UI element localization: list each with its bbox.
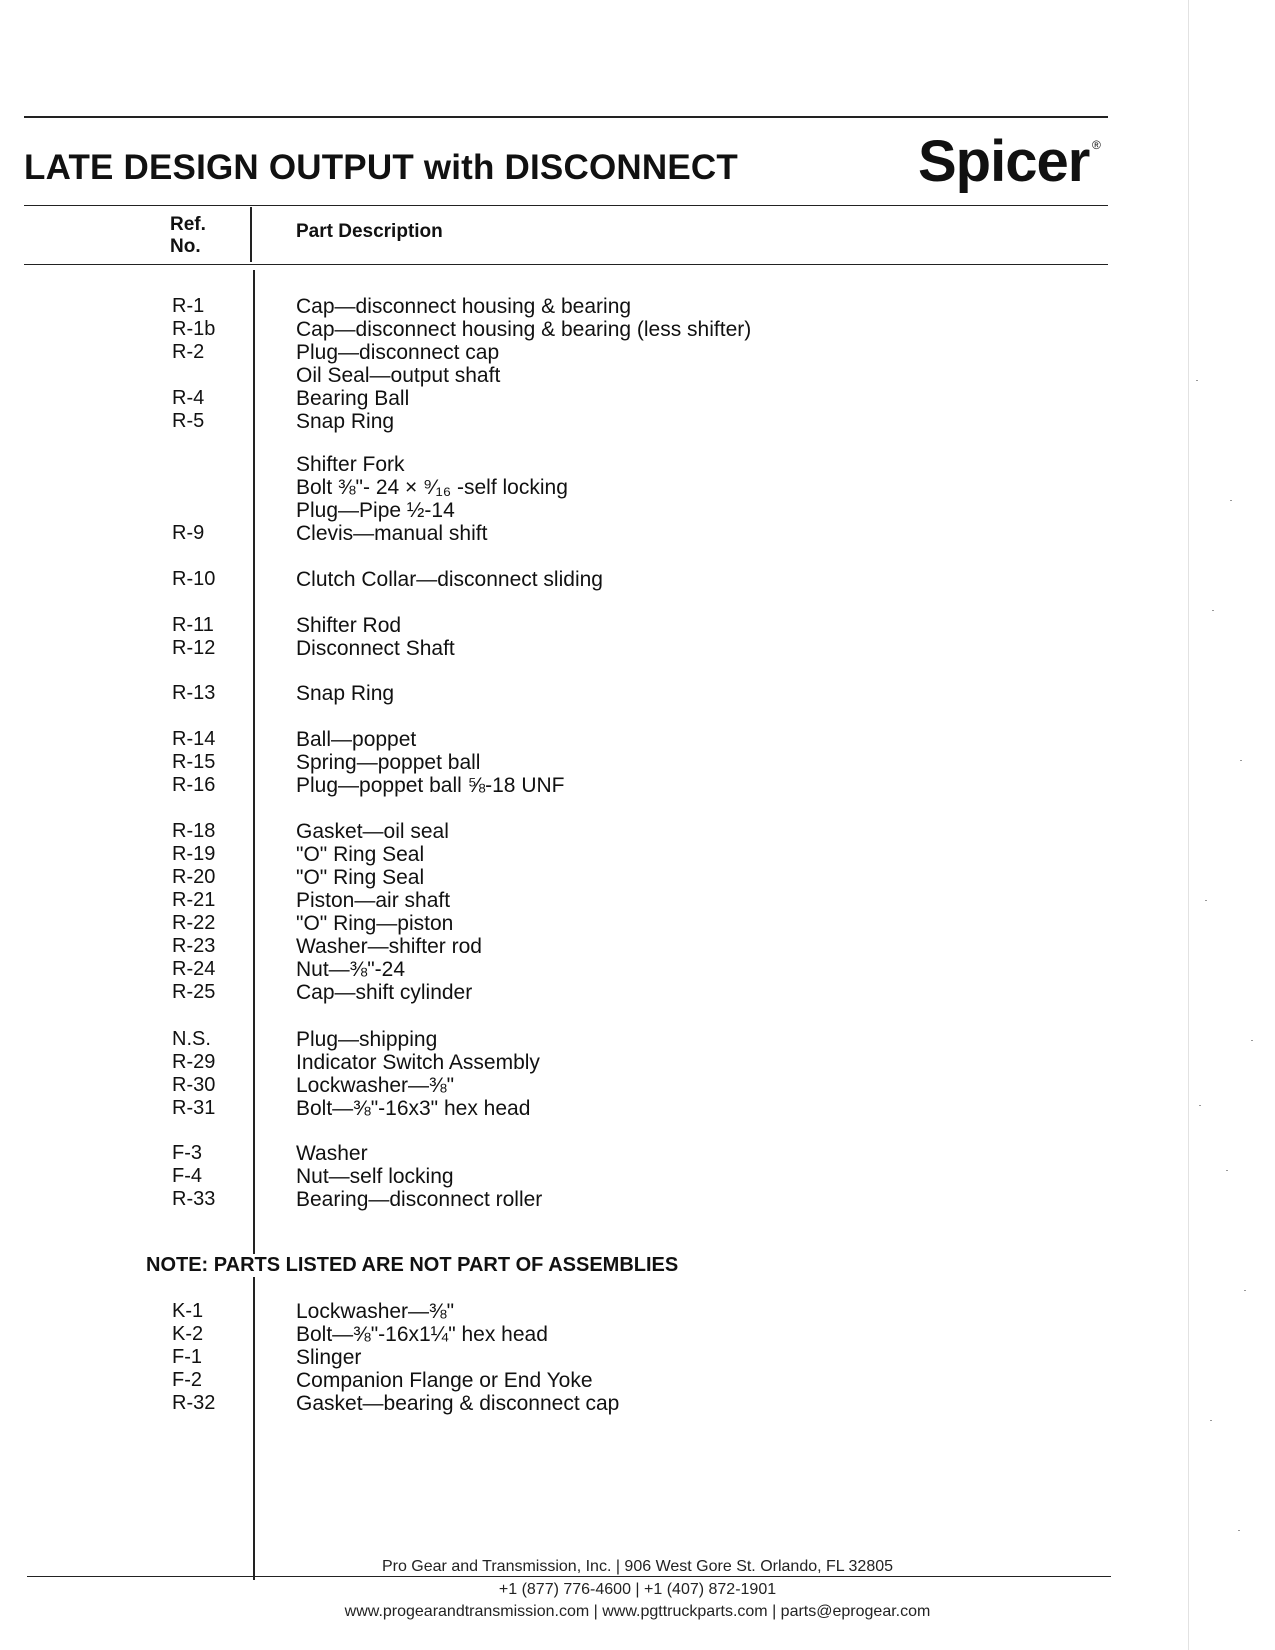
- table-row: [0, 866, 1100, 889]
- table-row: [0, 751, 1100, 774]
- scan-speck: [1244, 1290, 1246, 1291]
- ref-number: R-31: [172, 1097, 216, 1119]
- table-row: [0, 1188, 1100, 1211]
- table-row: [0, 568, 1100, 591]
- table-row: [0, 453, 1100, 476]
- ref-number: R-30: [172, 1074, 216, 1096]
- table-row: [0, 1300, 1100, 1323]
- table-row: [0, 1028, 1100, 1051]
- title-rule: [24, 205, 1108, 206]
- part-description: Bolt—⅜"-16x1¼" hex head: [296, 1323, 548, 1346]
- table-row: [0, 1074, 1100, 1097]
- table-row: [0, 843, 1100, 866]
- ref-number: R-24: [172, 958, 216, 980]
- part-description: Bearing Ball: [296, 387, 410, 410]
- table-row: [0, 820, 1100, 843]
- ref-number: R-11: [172, 614, 214, 636]
- table-row: [0, 1323, 1100, 1346]
- scan-speck: [1212, 610, 1214, 611]
- part-description: Cap—disconnect housing & bearing: [296, 295, 632, 318]
- footer-web: www.progearandtransmission.com | www.pgttruckparts.com | parts@eprogear.com: [344, 1603, 931, 1620]
- ref-header-line1: Ref.: [170, 214, 206, 235]
- table-row: [0, 522, 1100, 545]
- ref-number: R-13: [172, 682, 216, 704]
- table-row: [0, 912, 1100, 935]
- part-description: Washer: [296, 1142, 368, 1165]
- scan-speck: [1199, 1105, 1201, 1106]
- registered-mark: ®: [1092, 138, 1101, 152]
- scan-speck: [1196, 380, 1198, 381]
- part-description: Bolt ⅜"- 24 × ⁹⁄₁₆ -self locking: [296, 476, 568, 499]
- ref-number: F-1: [172, 1346, 202, 1368]
- part-description: "O" Ring Seal: [296, 843, 425, 866]
- ref-number: R-14: [172, 728, 216, 750]
- part-description: Nut—self locking: [296, 1165, 454, 1188]
- part-description: Gasket—oil seal: [296, 820, 449, 843]
- ref-number: R-15: [172, 751, 216, 773]
- footer-phones: +1 (877) 776-4600 | +1 (407) 872-1901: [498, 1581, 777, 1598]
- page-title: LATE DESIGN OUTPUT with DISCONNECT: [24, 148, 738, 187]
- ref-number: R-1: [172, 295, 205, 317]
- ref-number: R-32: [172, 1392, 216, 1414]
- table-row: [0, 1051, 1100, 1074]
- ref-number: F-4: [172, 1165, 202, 1187]
- table-row: [0, 341, 1100, 364]
- footer-rule: [27, 1576, 1111, 1577]
- part-description: Clutch Collar—disconnect sliding: [296, 568, 603, 591]
- ref-number: K-2: [172, 1323, 204, 1345]
- part-description: Washer—shifter rod: [296, 935, 482, 958]
- ref-no-header: [170, 214, 206, 258]
- table-row: [0, 1142, 1100, 1165]
- ref-number: R-9: [172, 522, 205, 544]
- ref-number: F-3: [172, 1142, 202, 1164]
- part-description: Lockwasher—⅜": [296, 1074, 455, 1097]
- note-text: NOTE: PARTS LISTED ARE NOT PART OF ASSEMBLIES: [146, 1254, 682, 1277]
- part-description: Nut—⅜"-24: [296, 958, 405, 981]
- part-description: Snap Ring: [296, 410, 395, 433]
- header-rule: [24, 264, 1108, 265]
- footer-address: Pro Gear and Transmission, Inc. | 906 West Gore St. Orlando, FL 32805: [381, 1558, 894, 1575]
- part-description: "O" Ring—piston: [296, 912, 454, 935]
- ref-number: K-1: [172, 1300, 204, 1322]
- spicer-logo: Spicer: [918, 129, 1090, 194]
- part-description: Oil Seal—output shaft: [296, 364, 501, 387]
- part-description: Clevis—manual shift: [296, 522, 488, 545]
- part-description: Plug—Pipe ½-14: [296, 499, 455, 522]
- ref-number: R-19: [172, 843, 216, 865]
- part-description: Shifter Fork: [296, 453, 405, 476]
- table-row: [0, 364, 1100, 387]
- part-description: "O" Ring Seal: [296, 866, 425, 889]
- ref-number: R-22: [172, 912, 216, 934]
- ref-number: R-23: [172, 935, 216, 957]
- table-row: [0, 774, 1100, 797]
- table-row: [0, 958, 1100, 981]
- part-description-header: Part Description: [296, 221, 443, 242]
- table-row: [0, 318, 1100, 341]
- ref-number: R-21: [172, 889, 216, 911]
- part-description: Gasket—bearing & disconnect cap: [296, 1392, 620, 1415]
- ref-number: R-10: [172, 568, 216, 590]
- table-row: [0, 1165, 1100, 1188]
- part-description: Plug—shipping: [296, 1028, 438, 1051]
- header-divider: [250, 207, 252, 262]
- table-row: [0, 981, 1100, 1004]
- scan-speck: [1205, 900, 1207, 901]
- part-description: Lockwasher—⅜": [296, 1300, 455, 1323]
- part-description: Cap—shift cylinder: [296, 981, 473, 1004]
- ref-number: F-2: [172, 1369, 202, 1391]
- part-description: Piston—air shaft: [296, 889, 451, 912]
- ref-number: R-20: [172, 866, 216, 888]
- ref-number: R-18: [172, 820, 216, 842]
- ref-number: R-25: [172, 981, 216, 1003]
- table-row: [0, 499, 1100, 522]
- ref-number: R-5: [172, 410, 205, 432]
- ref-number: N.S.: [172, 1028, 211, 1050]
- part-description: Bearing—disconnect roller: [296, 1188, 543, 1211]
- part-description: Indicator Switch Assembly: [296, 1051, 540, 1074]
- ref-number: R-16: [172, 774, 216, 796]
- top-rule: [24, 116, 1108, 118]
- ref-number: R-33: [172, 1188, 216, 1210]
- scan-speck: [1230, 500, 1232, 501]
- table-row: [0, 728, 1100, 751]
- part-description: Plug—poppet ball ⅝-18 UNF: [296, 774, 565, 797]
- part-description: Shifter Rod: [296, 614, 402, 637]
- table-row: [0, 935, 1100, 958]
- ref-header-line2: No.: [170, 236, 201, 257]
- ref-number: R-4: [172, 387, 205, 409]
- table-row: [0, 614, 1100, 637]
- table-row: [0, 1392, 1100, 1415]
- ref-number: R-1b: [172, 318, 216, 340]
- scan-speck: [1226, 1170, 1228, 1171]
- part-description: Cap—disconnect housing & bearing (less shifter): [296, 318, 752, 341]
- scan-speck: [1240, 760, 1242, 761]
- table-row: [0, 637, 1100, 660]
- part-description: Ball—poppet: [296, 728, 417, 751]
- part-description: Slinger: [296, 1346, 362, 1369]
- part-description: Bolt—⅜"-16x3" hex head: [296, 1097, 531, 1120]
- table-row: [0, 1369, 1100, 1392]
- table-row: [0, 889, 1100, 912]
- table-row: [0, 1097, 1100, 1120]
- table-row: [0, 476, 1100, 499]
- scan-speck: [1210, 1420, 1212, 1421]
- ref-number: R-2: [172, 341, 205, 363]
- table-row: [0, 295, 1100, 318]
- scan-speck: [1238, 1530, 1240, 1531]
- ref-number: R-12: [172, 637, 216, 659]
- table-row: [0, 1346, 1100, 1369]
- ref-number: R-29: [172, 1051, 216, 1073]
- page-edge-shadow: [1188, 0, 1189, 1650]
- part-description: Spring—poppet ball: [296, 751, 481, 774]
- part-description: Plug—disconnect cap: [296, 341, 500, 364]
- table-row: [0, 682, 1100, 705]
- scan-speck: [1251, 1040, 1253, 1041]
- table-row: [0, 387, 1100, 410]
- table-row: [0, 410, 1100, 433]
- part-description: Snap Ring: [296, 682, 395, 705]
- part-description: Companion Flange or End Yoke: [296, 1369, 593, 1392]
- part-description: Disconnect Shaft: [296, 637, 455, 660]
